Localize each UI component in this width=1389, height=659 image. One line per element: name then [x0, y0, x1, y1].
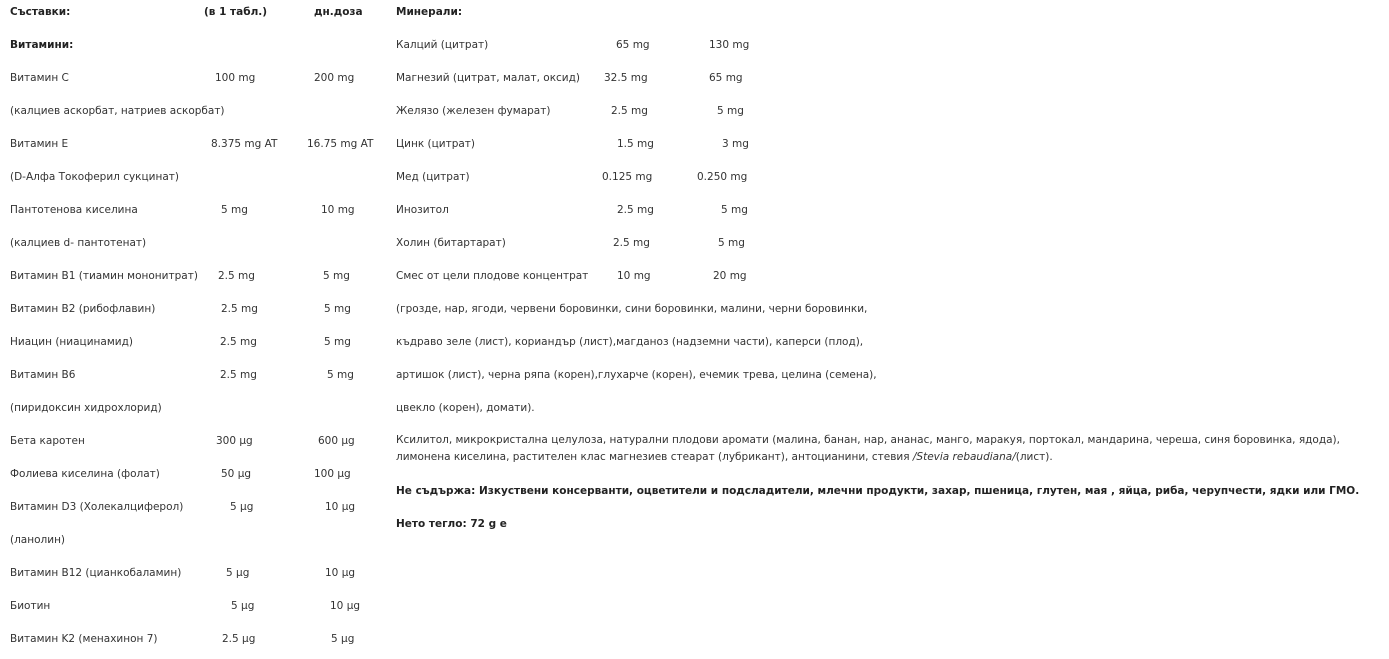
vitamin-source: (ланолин) — [10, 534, 66, 546]
vitamin-daily-dose: 100 µg — [314, 468, 351, 480]
vitamin-source: (D-Алфа Токоферил сукцинат) — [10, 171, 180, 183]
vitamin-daily-dose: 16.75 mg AT — [307, 138, 374, 150]
vitamin-daily-dose: 10 µg — [325, 567, 356, 579]
vitamin-name: Витамин C — [10, 72, 69, 84]
mineral-daily-dose: 0.250 mg — [697, 171, 748, 183]
mineral-name: Цинк (цитрат) — [396, 138, 476, 150]
vitamin-per-tablet: 2.5 mg — [220, 369, 257, 381]
vitamin-name: Ниацин (ниацинамид) — [10, 336, 133, 348]
vitamin-name: Биотин — [10, 600, 51, 612]
vitamin-name: Витамин B6 — [10, 369, 76, 381]
other-ingredients-paragraph — [396, 432, 1381, 466]
vitamin-daily-dose: 5 mg — [324, 336, 351, 348]
free-from-label: Не съдържа — [396, 485, 472, 497]
minerals-heading: Минерали: — [396, 6, 463, 18]
vitamin-per-tablet: 5 µg — [231, 600, 255, 612]
other-ingredients-text: Ксилитол, микрокристална целулоза, натурални плодови аромати (малина, банан, нар, ананас, манго, маракуя, портокал, мандарина, череша, синя боровинка, ядода), лимонена киселина, растителен клас магнезиев стеарат (лубрикант), антоцианини, стевия — [396, 434, 1340, 463]
mineral-daily-dose: 20 mg — [713, 270, 747, 282]
mineral-name: Калций (цитрат) — [396, 39, 489, 51]
vitamin-daily-dose: 200 mg — [314, 72, 355, 84]
vitamin-per-tablet: 5 µg — [230, 501, 254, 513]
per-tablet-header: (в 1 табл.) — [204, 6, 268, 18]
mineral-per-tablet: 2.5 mg — [613, 237, 650, 249]
fruit-blend-line: (грозде, нар, ягоди, червени боровинки, сини боровинки, малини, черни боровинки, — [396, 303, 868, 315]
vitamin-source: (пиридоксин хидрохлорид) — [10, 402, 162, 414]
stevia-latin-name: /Stevia rebaudiana/ — [912, 451, 1016, 463]
vitamin-name: Пантотенова киселина — [10, 204, 138, 216]
vitamin-name: Витамин D3 (Холекалциферол) — [10, 501, 184, 513]
mineral-per-tablet: 2.5 mg — [617, 204, 654, 216]
fruit-blend-line: къдраво зеле (лист), кориандър (лист),магданоз (надземни части), каперси (плод), — [396, 336, 864, 348]
mineral-name: Смес от цели плодове концентрат — [396, 270, 589, 282]
vitamin-per-tablet: 8.375 mg AT — [211, 138, 278, 150]
vitamin-per-tablet: 5 mg — [221, 204, 248, 216]
vitamins-heading: Витамини: — [10, 39, 74, 51]
free-from-statement — [396, 484, 1359, 498]
vitamin-name: Бета каротен — [10, 435, 85, 447]
vitamin-per-tablet: 2.5 mg — [221, 303, 258, 315]
vitamin-source: (калциев d- пантотенат) — [10, 237, 147, 249]
vitamin-per-tablet: 5 µg — [226, 567, 250, 579]
vitamin-source: (калциев аскорбат, натриев аскорбат) — [10, 105, 225, 117]
fruit-blend-line: артишок (лист), черна ряпа (корен),глухарче (корен), ечемик трева, целина (семена), — [396, 369, 877, 381]
mineral-daily-dose: 130 mg — [709, 39, 750, 51]
vitamin-name: Витамин B2 (рибофлавин) — [10, 303, 156, 315]
vitamin-daily-dose: 5 µg — [331, 633, 355, 645]
mineral-name: Холин (битартарат) — [396, 237, 506, 249]
vitamin-name: Витамин K2 (менахинон 7) — [10, 633, 158, 645]
mineral-daily-dose: 3 mg — [722, 138, 749, 150]
vitamin-daily-dose: 5 mg — [327, 369, 354, 381]
mineral-per-tablet: 1.5 mg — [617, 138, 654, 150]
vitamin-daily-dose: 10 µg — [325, 501, 356, 513]
vitamin-per-tablet: 2.5 mg — [220, 336, 257, 348]
vitamin-name: Витамин B1 (тиамин мононитрат) — [10, 270, 198, 282]
vitamin-per-tablet: 2.5 µg — [222, 633, 256, 645]
mineral-daily-dose: 5 mg — [721, 204, 748, 216]
mineral-name: Магнезий (цитрат, малат, оксид) — [396, 72, 580, 84]
mineral-per-tablet: 10 mg — [617, 270, 651, 282]
vitamin-daily-dose: 5 mg — [324, 303, 351, 315]
vitamin-name: Фолиева киселина (фолат) — [10, 468, 160, 480]
vitamin-name: Витамин E — [10, 138, 69, 150]
mineral-daily-dose: 65 mg — [709, 72, 743, 84]
mineral-daily-dose: 5 mg — [717, 105, 744, 117]
mineral-per-tablet: 65 mg — [616, 39, 650, 51]
mineral-name: Желязо (железен фумарат) — [396, 105, 551, 117]
vitamin-per-tablet: 50 µg — [221, 468, 252, 480]
daily-dose-header: дн.доза — [314, 6, 363, 18]
mineral-per-tablet: 0.125 mg — [602, 171, 653, 183]
vitamin-daily-dose: 5 mg — [323, 270, 350, 282]
mineral-per-tablet: 32.5 mg — [604, 72, 648, 84]
other-ingredients-end: (лист). — [1015, 451, 1053, 463]
vitamin-name: Витамин B12 (цианкобаламин) — [10, 567, 182, 579]
vitamin-daily-dose: 10 mg — [321, 204, 355, 216]
fruit-blend-line: цвекло (корен), домати). — [396, 402, 535, 414]
vitamin-per-tablet: 300 µg — [216, 435, 253, 447]
net-weight: Нето тегло: 72 g е — [396, 518, 507, 530]
mineral-name: Инозитол — [396, 204, 449, 216]
vitamin-per-tablet: 100 mg — [215, 72, 256, 84]
mineral-daily-dose: 5 mg — [718, 237, 745, 249]
free-from-list: : Изкуствени консерванти, оцветители и подсладители, млечни продукти, захар, пшеница, глутен, мая , яйца, риба, черупчести, ядки или ГМО. — [471, 485, 1360, 497]
vitamin-per-tablet: 2.5 mg — [218, 270, 255, 282]
vitamin-daily-dose: 10 µg — [330, 600, 361, 612]
mineral-name: Мед (цитрат) — [396, 171, 470, 183]
mineral-per-tablet: 2.5 mg — [611, 105, 648, 117]
ingredients-header: Съставки: — [10, 6, 71, 18]
vitamin-daily-dose: 600 µg — [318, 435, 355, 447]
